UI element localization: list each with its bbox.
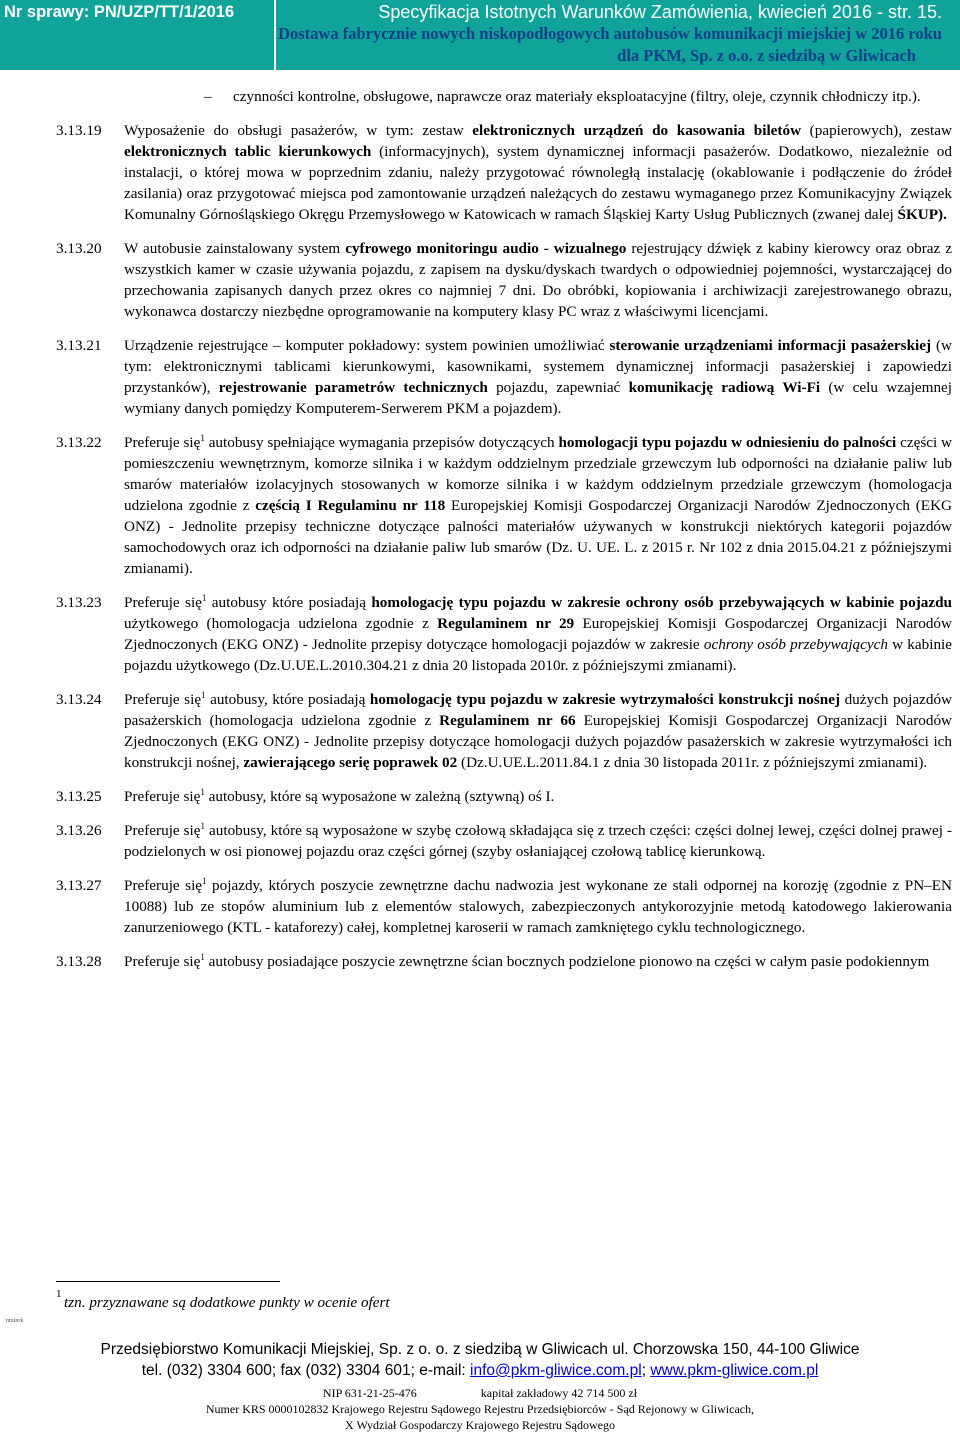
italic-text: ochrony osób przebywających [703,636,888,653]
page-header [0,0,960,70]
text: użytkowego (homologacja udzielona zgodnie z [124,615,438,632]
bold-text: Regulaminem nr 29 [437,615,575,632]
document-subtitle-line2: dla PKM, Sp. z o.o. z siedzibą w Gliwicach [617,46,916,65]
section-3-13-24 [0,689,960,773]
share-capital: kapitał zakładowy 42 714 500 zł [480,1386,638,1400]
text: Europejskiej Komisji Gospodarczej Organizacji Narodów Zjednoczonych (EKG ONZ) - Jednolite przepisy dotyczące homologacji dużych pojazdów pasażerskich w zakresie wytrzymałości ich konstrukcji nośnej, [124,712,953,771]
text: Preferuje się [124,788,201,805]
separator: ; [641,1362,651,1379]
text: autobusy, które są wyposażone w szybę czołową składająca się z trzech części: części dolnej lewej, części dolnej prawej -podzielonych w osi pionowej pojazdu oraz części górnej (szyby osłaniającej czołową tablicę kierunkową. [124,822,953,860]
bold-text: homologację typu pojazdu w zakresie wytrzymałości konstrukcji nośnej [369,691,841,708]
company-address: Przedsiębiorstwo Komunikacji Miejskiej, Sp. z o. o. z siedzibą w Gliwicach ul. Chorzowska 150, 44-100 Gliwice [100,1341,860,1358]
footnote-ref: 1 [201,592,207,603]
text: Preferuje się [124,434,201,451]
section-number: 3.13.20 [56,240,102,257]
section-number: 3.13.26 [56,822,102,839]
text: autobusy które posiadają [206,594,372,611]
section-3-13-27 [0,875,960,938]
section-number: 3.13.27 [56,877,102,894]
text: Preferuje się [124,822,201,839]
footnote-ref: 1 [200,951,205,962]
text: Urządzenie rejestrujące – komputer pokładowy: system powinien umożliwiać [124,337,610,354]
text: (papierowych), zestaw [801,122,952,139]
text: autobusy, które są wyposażone w zależną (sztywną) oś I. [204,788,555,805]
text: autobusy posiadające poszycie zewnętrzne ścian bocznych podzielone pionowo na części w całym pasie podokiennym [204,953,930,970]
text: Europejskiej Komisji Gospodarczej Organizacji Narodów Zjednoczonych (EKG ONZ) - Jednolite przepisy techniczne dotyczące palności materiałów używanych w konstrukcji niektórych kategorii pojazdów samochodowych oraz ich odporności na działanie paliw lub smarów (Dz. U. UE. L. z 2015 r. Nr 102 z dnia 2015.04.21 z późniejszymi zmianami). [124,497,953,577]
text: Wyposażenie do obsługi pasażerów, w tym: zestaw [124,122,473,139]
section-3-13-21 [0,335,960,419]
section-3-13-28 [0,951,960,972]
footnote-ref: 1 [200,432,205,443]
bold-text: częścią I Regulaminu nr 118 [255,497,446,514]
section-3-13-23 [0,592,960,676]
section-3-13-20 [0,238,960,322]
website-link[interactable]: www.pkm-gliwice.com.pl [650,1362,819,1379]
text: W autobusie zainstalowany system [124,240,346,257]
text: pojazdy, których poszycie zewnętrzne dachu nadwozia jest wykonane ze stali odpornej na korozję (zgodnie z PN–EN 10088) lub ze stopów aluminium lub z elementów stalowych, zabezpieczonych antykorozyjnie metodą katodowego lakierowania zanurzeniowego (KTL - kataforezy) całej, kompletnej karoserii w ramach zamkniętego cyklu technologicznego. [124,877,953,936]
text: Preferuje się [124,877,203,894]
section-3-13-25 [0,786,960,807]
krs-line: Numer KRS 0000102832 Krajowego Rejestru Sądowego Rejestru Przedsiębiorców - Sąd Rejonowy w Gliwicach, [205,1402,755,1416]
nip-number: NIP 631-21-25-476 [322,1386,417,1400]
section-3-13-22 [0,432,960,579]
bullet-item [0,86,960,107]
text: autobusy, które posiadają [205,691,370,708]
section-number: 3.13.24 [56,691,102,708]
document-subtitle-line1: Dostawa fabrycznie nowych niskopodłogowych autobusów komunikacji miejskiej w 2016 roku [278,24,942,43]
section-number: 3.13.22 [56,434,102,451]
bold-text: cyfrowego monitoringu audio - wizualnego [345,240,627,257]
footnote-ref: 1 [200,786,205,797]
phone-fax: tel. (032) 3304 600; fax (032) 3304 601; e-mail: [141,1362,471,1379]
text: (w celu wzajemnej wymiany danych pomiędzy Komputerem-Serwerem PKM a pojazdem). [124,379,953,417]
footnote-separator [56,1281,280,1282]
court-line: X Wydział Gospodarczy Krajowego Rejestru Sądowego [345,1418,615,1432]
bold-text: komunikację radiową Wi-Fi [628,379,821,396]
section-number: 3.13.25 [56,788,102,805]
bold-text: elektronicznych urządzeń do kasowania biletów [472,122,802,139]
bold-text: homologacji typu pojazdu w odniesieniu do palności [558,434,897,451]
bold-text: zawierającego serię poprawek 02 [243,754,458,771]
text: Preferuje się [124,691,202,708]
bold-text: homologację typu pojazdu w zakresie ochrony osób przebywających w kabinie pojazdu [371,594,952,611]
text: autobusy spełniające wymagania przepisów dotyczących [204,434,559,451]
text: Europejskiej Komisji Gospodarczej Organizacji Narodów Zjednoczonych (EKG ONZ) - Jednolite przepisy dotyczące homologacji pojazdów w zakresie [124,615,952,653]
footnote-ref: 1 [201,689,206,700]
bold-text: elektronicznych tablic kierunkowych [124,143,372,160]
section-number: 3.13.21 [56,337,102,354]
registration-line [0,1386,960,1400]
text: (w tym: elektronicznymi tablicami kierunkowymi, kasownikami, systemem dynamicznej informacji pasażerskiej i zapowiedzi przystanków), [124,337,952,396]
footnote-text: tzn. przyznawane są dodatkowe punkty w ocenie ofert [64,1294,390,1311]
text: Preferuje się [124,953,201,970]
margin-note: nmlnrk [6,1318,24,1324]
footnote-ref: 1 [200,820,206,831]
text: (informacyjnych), system dynamicznej informacji pasażerów. Dodatkowo, niezależnie od instalacji, o której mowa w poprzednim zdaniu, należy przygotować równoległą instalację (okablowanie i podłączenie do źródeł zasilania) oraz przygotować miejsca pod zamontowanie urządzeń należących do zestawu wymaganego przez Komunikacyjny Związek Komunalny Górnośląskiego Okręgu Przemysłowego w Katowicach w ramach Śląskiej Karty Usług Publicznych (zwanej dalej [124,143,952,223]
text: rejestrujący dźwięk z kabiny kierowcy oraz obraz z wszystkich kamer w czasie używania pojazdu, z zapisem na dysku/dyskach twardych o odpowiedniej pojemności, wystarczającej do przechowania zapisanych danych przez okres co najmniej 7 dni. Do obróbki, kopiowania i archiwizacji zarejestrowanego obrazu, wykonawca dostarczy niezbędne oprogramowanie na komputery klasy PC wraz z właściwymi licencjami. [124,240,952,320]
bold-text: ŚKUP). [897,206,947,223]
text: pojazdu, zapewniać [487,379,629,396]
text: części w pomieszczeniu wewnętrznym, komorze silnika i w każdym oddzielnym przedziale grzewczym lub odporności na działanie paliw lub smarów materiałów izolacyjnych stosowanych w komorze silnika i w każdym oddzielnym przedziale grzewczym (homologacja udzielona zgodnie z [124,434,952,514]
bold-text: Regulaminem nr 66 [439,712,576,729]
bullet-text: czynności kontrolne, obsługowe, naprawcze oraz materiały eksploatacyjne (filtry, oleje, czynnik chłodniczy itp.). [233,88,921,105]
case-reference: Nr sprawy: PN/UZP/TT/1/2016 [4,3,235,21]
bold-text: sterowanie urządzeniami informacji pasażerskiej [609,337,932,354]
bold-text: rejestrowanie parametrów technicznych [218,379,488,396]
section-number: 3.13.23 [56,594,102,611]
bullet-dash: – [204,88,212,105]
section-number: 3.13.19 [56,122,102,139]
footnote-mark: 1 [56,1288,62,1300]
document-body [0,86,960,972]
section-3-13-19 [0,120,960,225]
email-link[interactable]: info@pkm-gliwice.com.pl [470,1362,642,1379]
footnote-ref: 1 [202,875,207,886]
section-number: 3.13.28 [56,953,102,970]
document-title: Specyfikacja Istotnych Warunków Zamówienia, kwiecień 2016 - str. 15. [378,2,942,22]
text: w kabinie pojazdu użytkowego (Dz.U.UE.L.2010.304.21 z dnia 20 listopada 2010r. z późniejszymi zmianami). [124,636,952,674]
text: Preferuje się [124,594,202,611]
contact-line [28,1361,932,1380]
section-3-13-26 [0,820,960,862]
text: dużych pojazdów pasażerskich (homologacja udzielona zgodnie z [124,691,953,729]
text: (Dz.U.UE.L.2011.84.1 z dnia 30 listopada 2011r. z późniejszymi zmianami). [457,754,928,771]
